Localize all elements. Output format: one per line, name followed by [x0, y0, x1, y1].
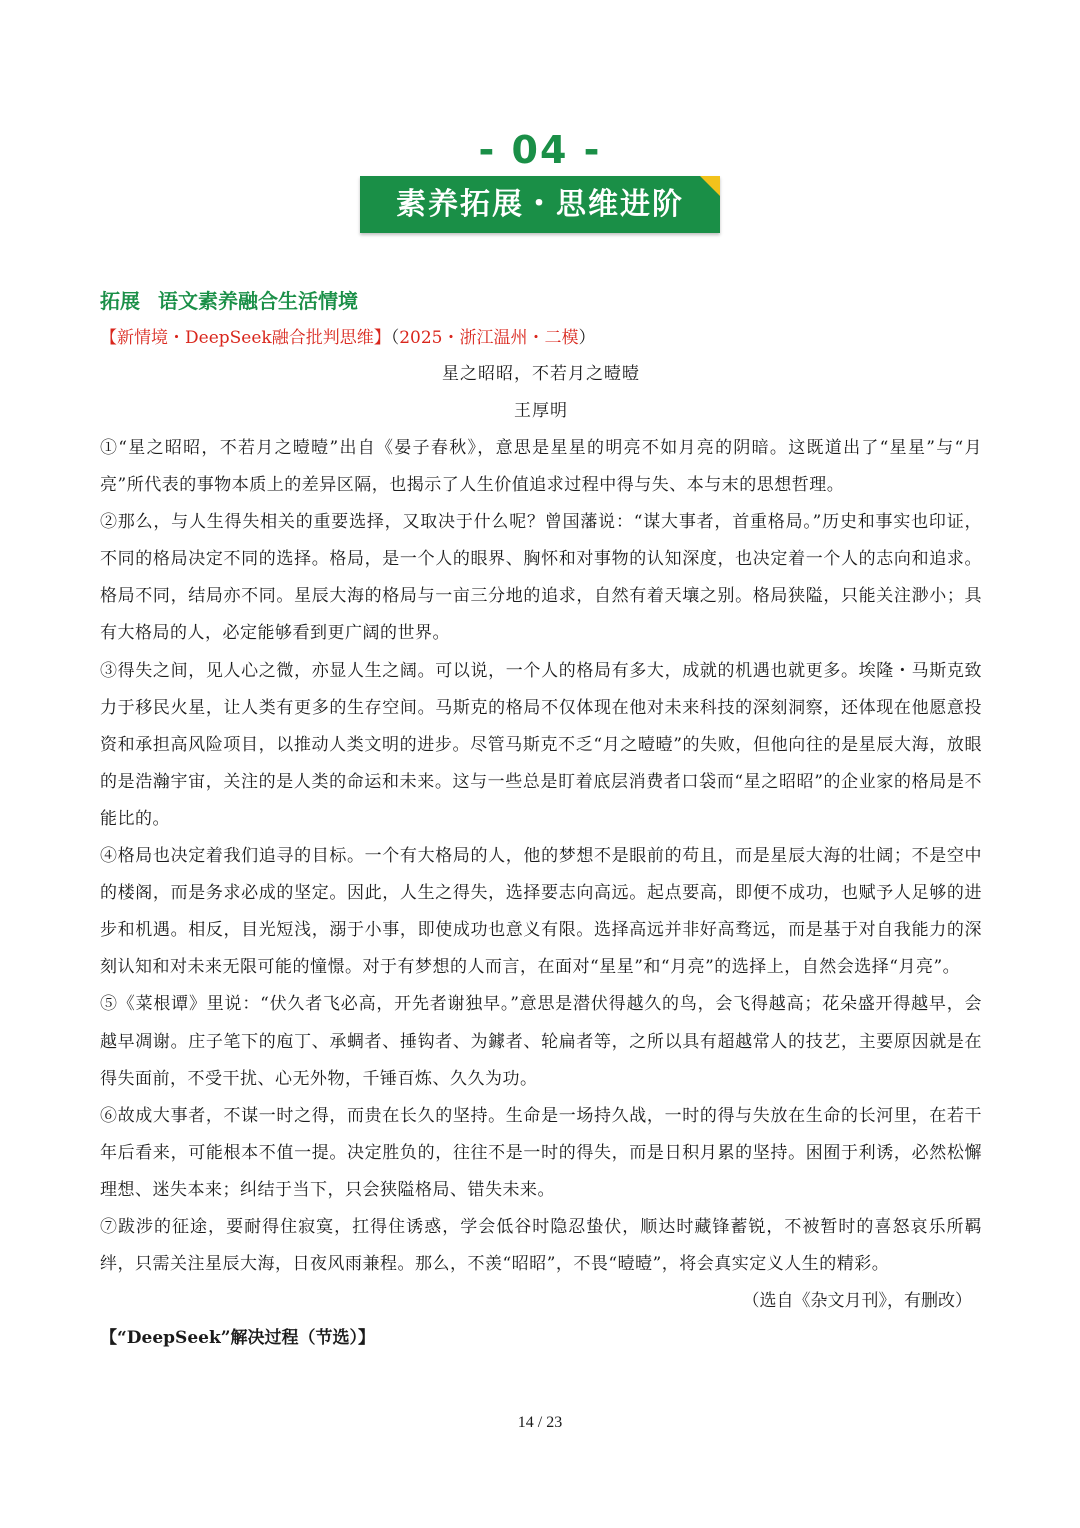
section-banner — [360, 176, 720, 233]
main-content — [100, 282, 982, 1357]
article-credit: （选自《杂文月刊》，有删改） — [742, 1291, 972, 1312]
question-subheading — [100, 320, 982, 356]
deepseek-process-label: 【“DeepSeek”解决过程（节选）】 — [100, 1328, 376, 1349]
article-author: 王厚明 — [514, 401, 568, 421]
article-paragraph-6: ⑥故成大事者，不谋一时之得，而贵在长久的坚持。生命是一场持久战，一时的得与失放在生命的长河里，在若干年后看来，可能根本不值一提。决定胜负的，往往不是一时的得失，而是日积月累的坚持。困囿于利诱，必然松懈理想、迷失本来；纠结于当下，只会狭隘格局、错失未来。 — [100, 1105, 982, 1200]
banner-corner-decoration — [700, 176, 720, 196]
article-paragraph-2: ②那么，与人生得失相关的重要选择，又取决于什么呢？曾国藩说：“谋大事者，首重格局。”历史和事实也印证，不同的格局决定不同的选择。格局，是一个人的眼界、胸怀和对事物的认知深度，也决定着一个人的志向和追求。格局不同，结局亦不同。星辰大海的格局与一亩三分地的追求，自然有着天壤之别。格局狭隘，只能关注渺小；具有大格局的人，必定能够看到更广阔的世界。 — [100, 512, 982, 644]
banner-title: 素养拓展・思维进阶 — [396, 187, 684, 222]
article-paragraph-4: ④格局也决定着我们追寻的目标。一个有大格局的人，他的梦想不是眼前的苟且，而是星辰大海的壮阔；不是空中的楼阁，而是务求必成的坚定。因此，人生之得失，选择要志向高远。起点要高，即便不成功，也赋予人足够的进步和机遇。相反，目光短浅，溺于小事，即使成功也意义有限。选择高远并非好高骛远，而是基于对自我能力的深刻认知和对未来无限可能的憧憬。对于有梦想的人而言，在面对“星星”和“月亮”的选择上，自然会选择“月亮”。 — [100, 846, 982, 978]
section-number: - 04 - — [478, 128, 602, 172]
heading-text: 语文素养融合生活情境 — [158, 289, 358, 313]
source-paren-close: ） — [578, 328, 596, 348]
article-title: 星之昭昭，不若月之曀曀 — [442, 364, 640, 384]
source-paren-open: （ — [390, 328, 400, 348]
article-paragraph-1: ①“星之昭昭，不若月之曀曀”出自《晏子春秋》，意思是星星的明亮不如月亮的阴暗。这既道出了“星星”与“月亮”所代表的事物本质上的差异区隔，也揭示了人生价值追求过程中得与失、本与末的思想哲理。 — [100, 438, 982, 496]
extension-heading — [100, 282, 982, 320]
article-paragraph-5: ⑤《菜根谭》里说：“伏久者飞必高，开先者谢独早。”意思是潜伏得越久的鸟，会飞得越高；花朵盛开得越早，会越早凋谢。庄子笔下的庖丁、承蜩者、捶钩者、为鐻者、轮扁者等，之所以具有超越常人的技艺，主要原因就是在得失面前，不受干扰、心无外物，千锤百炼、久久为功。 — [100, 994, 982, 1089]
heading-label: 拓展 — [100, 289, 140, 313]
subheading-tag: 【新情境・DeepSeek融合批判思维】 — [100, 328, 391, 348]
page-number: 14 / 23 — [517, 1414, 563, 1431]
article-paragraph-3: ③得失之间，见人心之微，亦显人生之阔。可以说，一个人的格局有多大，成就的机遇也就更多。埃隆・马斯克致力于移民火星，让人类有更多的生存空间。马斯克的格局不仅体现在他对未来科技的深刻洞察，还体现在他愿意投资和承担高风险项目，以推动人类文明的进步。尽管马斯克不乏“月之曀曀”的失败，但他向往的是星辰大海，放眼的是浩瀚宇宙，关注的是人类的命运和未来。这与一些总是盯着底层消费者口袋而“星之昭昭”的企业家的格局是不能比的。 — [100, 660, 982, 829]
subheading-source: 2025・浙江温州・二模 — [399, 328, 579, 348]
article-paragraph-7: ⑦跋涉的征途，要耐得住寂寞，扛得住诱惑，学会低谷时隐忍蛰伏，顺达时藏锋蓄锐，不被暂时的喜怒哀乐所羁绊，只需关注星辰大海，日夜风雨兼程。那么，不羡“昭昭”，不畏“曀曀”，将会真实定义人生的精彩。 — [100, 1216, 982, 1275]
